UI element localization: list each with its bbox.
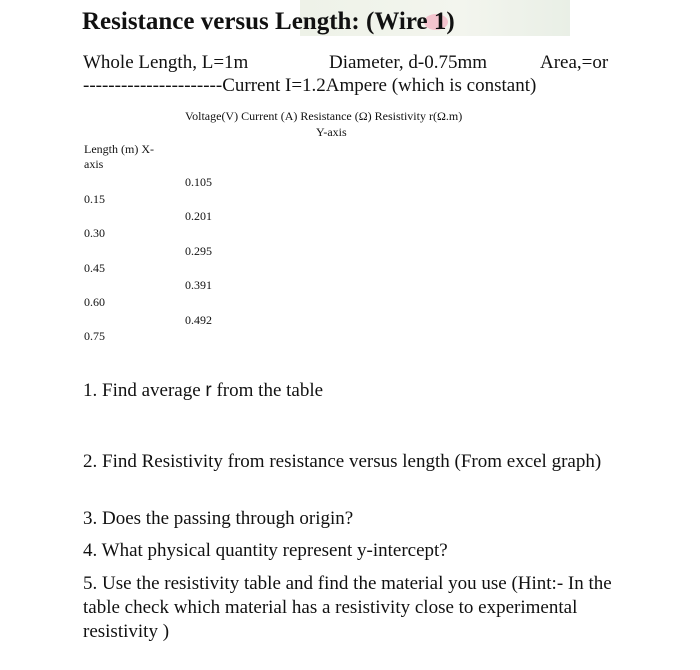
length-header-line1: Length (m) X-	[84, 142, 154, 156]
voltage-cell: 0.492	[185, 313, 212, 327]
question-2: 2. Find Resistivity from resistance versus length (From excel graph)	[83, 451, 602, 472]
question-1-suffix: from the table	[211, 380, 324, 401]
voltage-cell: 0.391	[185, 278, 212, 292]
voltage-cell: 0.295	[185, 244, 212, 258]
question-1	[83, 379, 323, 403]
area-text: Area,=or	[540, 52, 609, 73]
length-header-line2: axis	[84, 157, 104, 171]
question-1-prefix: 1. Find average	[83, 380, 206, 401]
length-cell: 0.60	[84, 295, 105, 309]
table-column-headers: Voltage(V) Current (A) Resistance (Ω) Resistivity r(Ω.m)	[185, 109, 463, 123]
length-cell: 0.45	[84, 261, 105, 275]
rho-symbol: r	[205, 380, 212, 401]
voltage-cell: 0.105	[185, 175, 212, 189]
question-3: 3. Does the passing through origin?	[83, 508, 354, 529]
diameter-text: Diameter, d-0.75mm	[329, 52, 488, 73]
voltage-cell: 0.201	[185, 209, 212, 223]
page-title: Resistance versus Length: (Wire 1)	[82, 8, 455, 35]
length-cell: 0.15	[84, 192, 105, 206]
length-cell: 0.75	[84, 329, 105, 343]
length-cell: 0.30	[84, 226, 105, 240]
whole-length-text: Whole Length, L=1m	[83, 52, 249, 73]
question-4: 4. What physical quantity represent y-intercept?	[83, 540, 448, 561]
y-axis-label: Y-axis	[316, 125, 347, 139]
current-text: ----------------------Current I=1.2Ampere (which is constant)	[83, 75, 537, 96]
question-5: 5. Use the resistivity table and find the material you use (Hint:- In the table check which material has a resistivity close to experimental resistivity )	[83, 573, 612, 642]
